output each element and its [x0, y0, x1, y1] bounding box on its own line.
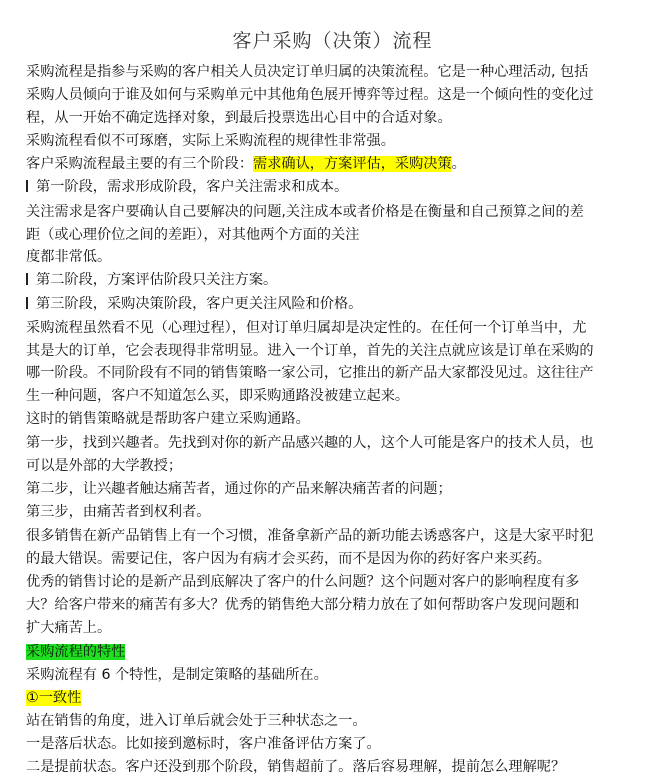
bullet-bar-icon	[26, 273, 28, 285]
step-1-line: 第一步，找到兴趣者。先找到对你的新产品感兴趣的人，这个人可能是客户的技术人员，也	[26, 435, 594, 451]
paragraph-line: 距（或心理价位之间的差距），对其他两个方面的关注	[26, 227, 360, 243]
paragraph-line: 生一种问题，客户不知道怎么买，即采购通路没被建立起来。	[26, 388, 410, 404]
item-1-heading	[26, 688, 81, 708]
paragraph-line: 关注需求是客户要确认自己要解决的问题,关注成本或者价格是在衡量和自己预算之间的差	[26, 204, 584, 220]
paragraph-line: 采购流程虽然看不见（心理过程），但对订单归属却是决定性的。在任何一个订单当中，尤	[26, 320, 587, 336]
three-stages-line	[26, 154, 466, 174]
paragraph-line: 度都非常低。	[26, 249, 112, 265]
paragraph-line: 的最大错误。需要记住，客户因为有病才会买药，而不是因为你的药好客户来买药。	[26, 551, 551, 567]
step-1-line: 可以是外部的大学教授；	[26, 458, 183, 474]
paragraph-line: 采购流程看似不可琢磨，实际上采购流程的规律性非常强。	[26, 133, 395, 149]
stage-1-item	[26, 177, 348, 197]
paragraph-line: 采购人员倾向于谁及如何与采购单元中其他角色展开博弈等过程。这是一个倾向性的变化过	[26, 87, 594, 103]
paragraph-line: 一是落后状态。比如接到邀标时，客户准备评估方案了。	[26, 736, 381, 752]
paragraph-line: 很多销售在新产品销售上有一个习惯，准备拿新产品的新功能去诱惑客户，这是大家平时犯	[26, 528, 594, 544]
paragraph-line: 二是提前状态。客户还没到那个阶段，销售超前了。落后容易理解，提前怎么理解呢？	[26, 759, 566, 775]
paragraph-line: 哪一阶段。不同阶段有不同的销售策略一家公司，它推出的新产品大家都没见过。这往往产	[26, 365, 594, 381]
stage-2-item	[26, 270, 277, 290]
stage-3-item	[26, 294, 362, 314]
paragraph-line: 这时的销售策略就是帮助客户建立采购通路。	[26, 411, 310, 427]
step-3-line: 第三步，由痛苦者到权利者。	[26, 504, 211, 520]
three-stages-prefix: 客户采购流程最主要的有三个阶段：	[26, 156, 254, 172]
section-heading	[26, 642, 125, 662]
three-stages-suffix: 。	[451, 156, 466, 172]
stage-1-text: 第一阶段，需求形成阶段，客户关注需求和成本。	[36, 179, 349, 195]
paragraph-line: 程，从一开始不确定选择对象，到最后投票选出心目中的合适对象。	[26, 110, 452, 126]
item-1-heading-text: ①一致性	[26, 690, 82, 706]
step-2-line: 第二步，让兴趣者触达痛苦者，通过你的产品来解决痛苦者的问题；	[26, 481, 452, 497]
bullet-bar-icon	[26, 297, 28, 309]
document-title: 客户采购（决策）流程	[232, 30, 433, 52]
paragraph-line: 大？给客户带来的痛苦有多大？优秀的销售绝大部分精力放在了如何帮助客户发现问题和	[26, 597, 580, 613]
stage-3-text: 第三阶段，采购决策阶段，客户更关注风险和价格。	[36, 296, 363, 312]
bullet-bar-icon	[26, 180, 28, 192]
paragraph-line: 采购流程是指参与采购的客户相关人员决定订单归属的决策流程。它是一种心理活动, 包括	[26, 64, 589, 80]
stage-2-text: 第二阶段，方案评估阶段只关注方案。	[36, 272, 278, 288]
paragraph-line: 优秀的销售讨论的是新产品到底解决了客户的什么问题？这个问题对客户的影响程度有多	[26, 574, 580, 590]
three-stages-highlight: 需求确认，方案评估，采购决策	[253, 156, 452, 172]
paragraph-line: 其是大的订单，它会表现得非常明显。进入一个订单，首先的关注点就应该是订单在采购的	[26, 343, 594, 359]
paragraph-line: 站在销售的角度，进入订单后就会处于三种状态之一。	[26, 713, 367, 729]
section-heading-text: 采购流程的特性	[26, 644, 126, 660]
section-intro: 采购流程有 6 个特性，是制定策略的基础所在。	[26, 667, 328, 683]
paragraph-line: 扩大痛苦上。	[26, 620, 112, 636]
